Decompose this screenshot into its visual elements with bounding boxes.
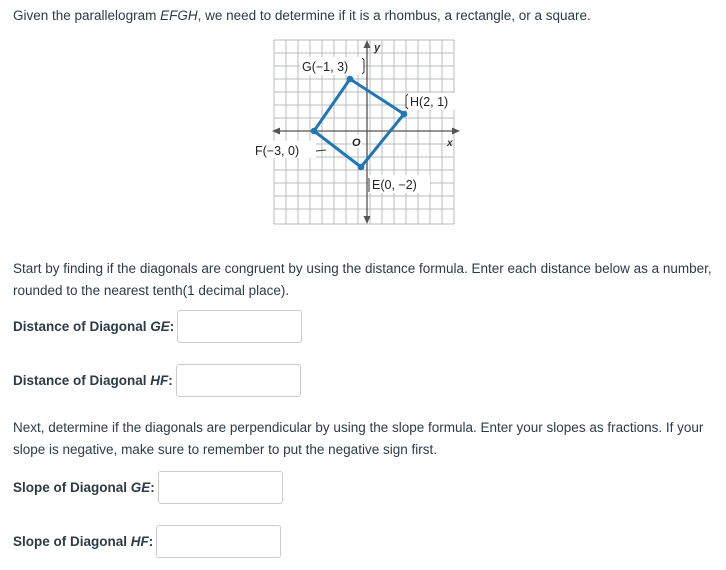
y-axis-label: y	[374, 42, 381, 54]
intro-text: Given the parallelogram	[13, 8, 161, 23]
point-f	[311, 128, 318, 135]
origin-label: O	[352, 137, 361, 149]
label-g: G(−1, 3)	[302, 60, 349, 74]
x-axis-right-arrow	[452, 128, 460, 135]
label-h: H(2, 1)	[410, 95, 449, 109]
ge-slope-row	[13, 471, 283, 504]
hf-slope-label: Slope of Diagonal HF:	[13, 534, 154, 549]
y-axis-down-arrow	[364, 216, 371, 224]
step2-instructions: Next, determine if the diagonals are perpendicular by using the slope formula. Enter your slopes as fractions. If your slope is negative, make sure to remember to put the negative sign first.	[13, 420, 704, 457]
hf-distance-input[interactable]	[176, 364, 301, 397]
parallelogram-name: EFGH	[160, 8, 198, 23]
label-e: E(0, −2)	[372, 178, 417, 192]
y-axis-up-arrow	[364, 40, 371, 48]
ge-slope-label: Slope of Diagonal GE:	[13, 480, 155, 495]
hf-distance-row	[13, 364, 301, 397]
ge-distance-row	[13, 310, 302, 343]
point-g	[347, 76, 354, 83]
x-axis-left-arrow	[272, 128, 280, 135]
coordinate-graph	[250, 38, 470, 233]
hf-distance-label: Distance of Diagonal HF:	[13, 373, 173, 388]
x-axis-label: x	[447, 138, 453, 149]
hf-slope-input[interactable]	[156, 525, 281, 558]
question-intro	[13, 7, 591, 25]
ge-distance-label: Distance of Diagonal GE:	[13, 319, 175, 334]
point-e	[358, 164, 365, 171]
intro-text-end: , we need to determine if it is a rhombus, a rectangle, or a square.	[197, 8, 591, 23]
label-f: F(−3, 0)	[255, 144, 300, 158]
ge-slope-input[interactable]	[158, 471, 283, 504]
hf-slope-row	[13, 525, 281, 558]
step1-instructions: Start by finding if the diagonals are congruent by using the distance formula. Enter each distance below as a number, rounded to the nearest tenth(1 decimal place).	[13, 261, 712, 298]
ge-distance-input[interactable]	[177, 310, 302, 343]
point-h	[401, 111, 408, 118]
